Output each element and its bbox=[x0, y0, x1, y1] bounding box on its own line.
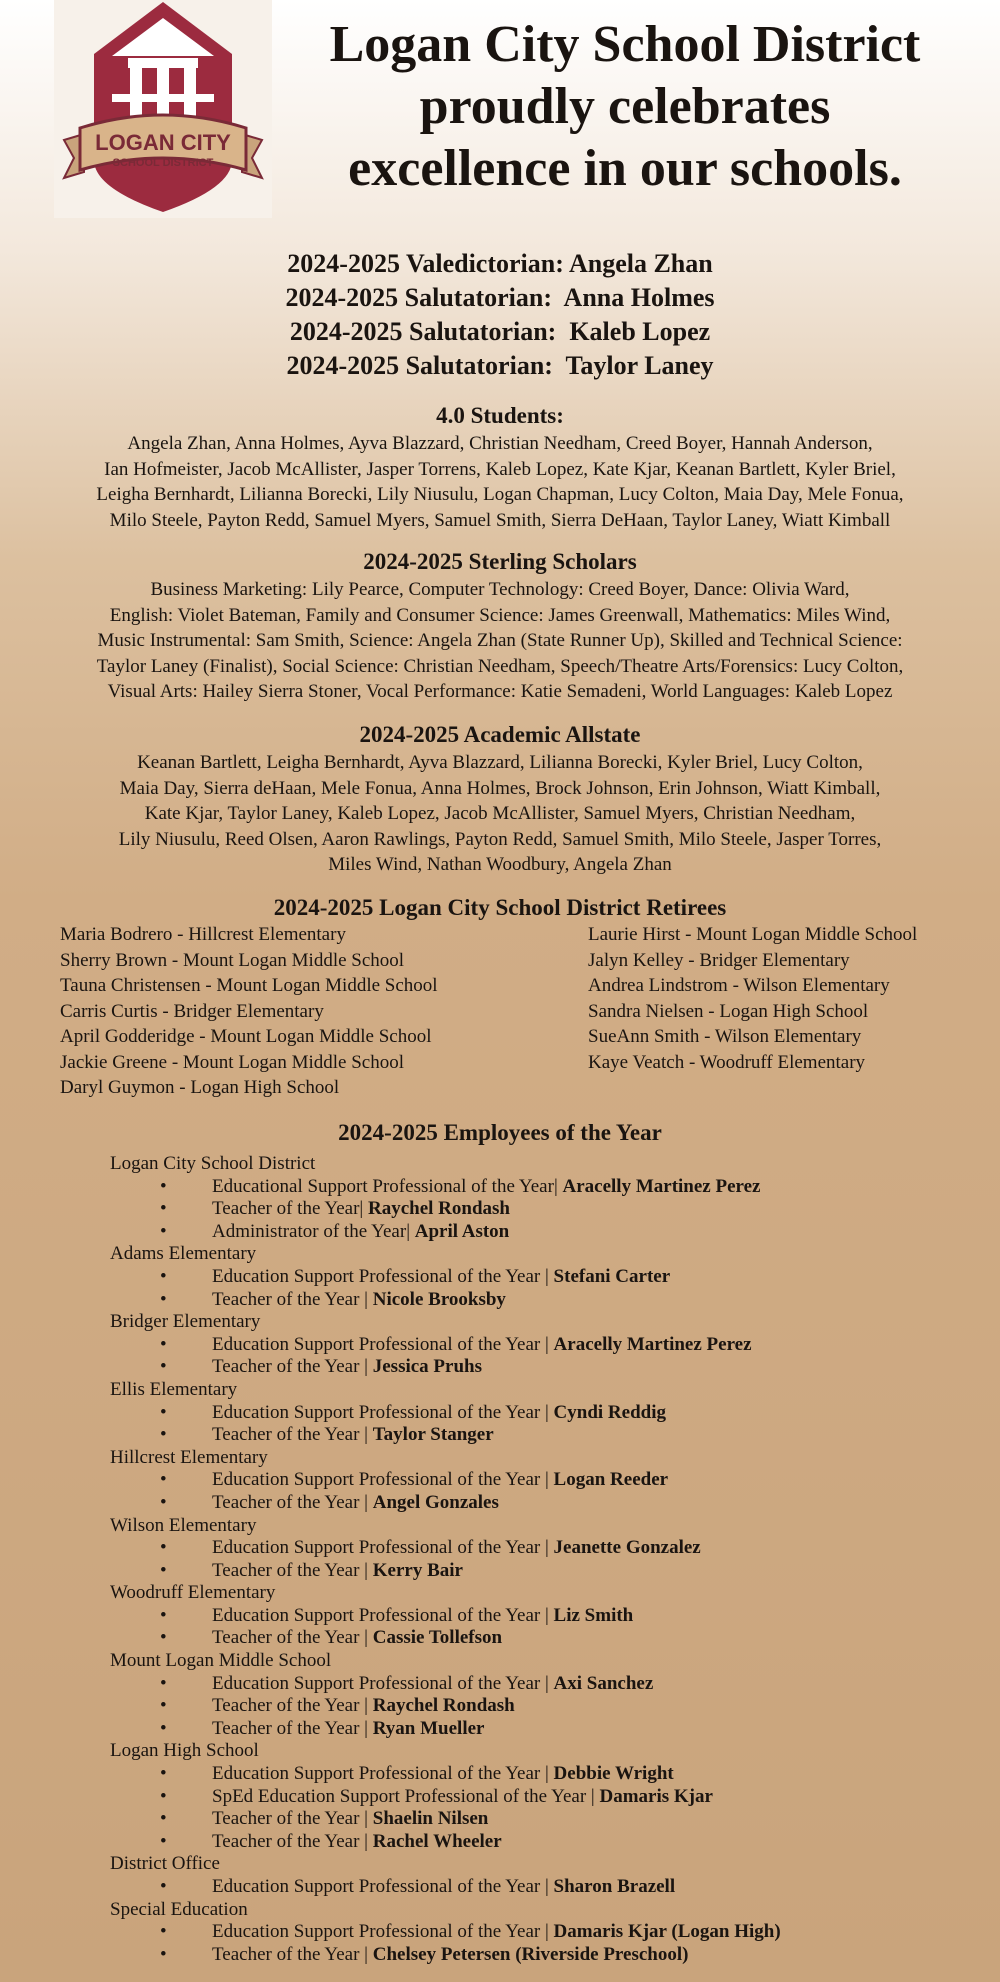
awardee-name: Ryan Mueller bbox=[372, 1717, 485, 1739]
text-line: Kate Kjar, Taylor Laney, Kaleb Lopez, Jacob McAllister, Samuel Myers, Christian Needham, bbox=[144, 803, 856, 824]
bullet-icon: • bbox=[160, 1559, 167, 1581]
retiree-item: Sandra Nielsen - Logan High School bbox=[588, 1000, 869, 1022]
logo-text-main: LOGAN CITY bbox=[95, 130, 231, 155]
headline-line-1: Logan City School District bbox=[329, 16, 921, 73]
employees-section bbox=[0, 1118, 1000, 1148]
award-title: Teacher of the Year | bbox=[212, 1424, 373, 1446]
employee-award-item bbox=[110, 1718, 970, 1741]
bullet-icon: • bbox=[160, 1537, 167, 1559]
text-line: Ian Hofmeister, Jacob McAllister, Jasper Torrens, Kaleb Lopez, Kate Kjar, Keanan Bartlett, Kyler Briel, bbox=[104, 458, 896, 480]
employee-award-item bbox=[110, 1289, 970, 1312]
text-line: Business Marketing: Lily Pearce, Computer Technology: Creed Boyer, Dance: Olivia Ward, bbox=[150, 579, 850, 600]
school-name: Logan High School bbox=[110, 1740, 259, 1762]
employees-list bbox=[110, 1153, 970, 1966]
awardee-name: Aracelly Martinez Perez bbox=[553, 1333, 752, 1355]
bullet-icon: • bbox=[160, 1220, 167, 1242]
salutatorian: 2024-2025 Salutatorian: Kaleb Lopez bbox=[289, 317, 711, 346]
award-title: Teacher of the Year | bbox=[212, 1717, 373, 1739]
bullet-icon: • bbox=[160, 1288, 167, 1310]
award-title: Teacher of the Year | bbox=[212, 1943, 373, 1965]
retirees-section bbox=[0, 893, 1000, 923]
bullet-icon: • bbox=[160, 1830, 167, 1852]
awardee-name: Angel Gonzales bbox=[372, 1491, 499, 1513]
employee-award-item bbox=[110, 1876, 970, 1899]
awardee-name: Aracelly Martinez Perez bbox=[562, 1175, 761, 1197]
award-title: Educational Support Professional of the Year| bbox=[212, 1175, 563, 1197]
award-title: Teacher of the Year| bbox=[212, 1198, 368, 1220]
awardee-name: Stefani Carter bbox=[553, 1265, 671, 1287]
retiree-item: Daryl Guymon - Logan High School bbox=[60, 1077, 340, 1098]
text-line: Angela Zhan, Anna Holmes, Ayva Blazzard, Christian Needham, Creed Boyer, Hannah Anderson, bbox=[127, 433, 873, 454]
retiree-item: Jalyn Kelley - Bridger Elementary bbox=[588, 949, 850, 971]
school-name: Mount Logan Middle School bbox=[110, 1650, 332, 1672]
retiree-item: Tauna Christensen - Mount Logan Middle School bbox=[60, 975, 438, 996]
bullet-icon: • bbox=[160, 1717, 167, 1739]
retiree-item: SueAnn Smith - Wilson Elementary bbox=[588, 1026, 862, 1047]
awardee-name: Shaelin Nilsen bbox=[372, 1808, 489, 1830]
salutatorian: 2024-2025 Salutatorian: Anna Holmes bbox=[285, 283, 715, 312]
employee-award-item bbox=[110, 1560, 970, 1583]
awardee-name: Axi Sanchez bbox=[553, 1672, 654, 1694]
award-title: Teacher of the Year | bbox=[212, 1695, 373, 1717]
employee-award-item bbox=[110, 1808, 970, 1831]
bullet-icon: • bbox=[160, 1876, 167, 1897]
award-title: Education Support Professional of the Year | bbox=[212, 1333, 554, 1355]
text-line: Leigha Bernhardt, Lilianna Borecki, Lily Niusulu, Logan Chapman, Lucy Colton, Maia Day, Mele Fonua, bbox=[96, 484, 904, 505]
awardee-name: Logan Reeder bbox=[553, 1469, 669, 1491]
bullet-icon: • bbox=[160, 1604, 167, 1626]
section-title: 2024-2025 Employees of the Year bbox=[338, 1120, 662, 1145]
employee-award-item bbox=[110, 1763, 970, 1786]
retirees-left-column bbox=[60, 922, 580, 1101]
award-title: Education Support Professional of the Year | bbox=[212, 1401, 554, 1423]
awardee-name: Taylor Stanger bbox=[372, 1424, 494, 1446]
award-title: Education Support Professional of the Year | bbox=[212, 1763, 554, 1785]
awardee-name: Kerry Bair bbox=[372, 1559, 463, 1581]
awardee-name: Debbie Wright bbox=[553, 1763, 674, 1785]
employee-award-item bbox=[110, 1424, 970, 1447]
employee-group bbox=[110, 1740, 970, 1853]
employee-award-item bbox=[110, 1198, 970, 1221]
employee-group bbox=[110, 1243, 970, 1311]
text-line: Lily Niusulu, Reed Olsen, Aaron Rawlings, Payton Redd, Samuel Smith, Milo Steele, Jasper Torres, bbox=[118, 828, 882, 850]
employee-group bbox=[110, 1582, 970, 1650]
retiree-item: Laurie Hirst - Mount Logan Middle School bbox=[588, 924, 918, 945]
sterling-section bbox=[0, 547, 1000, 705]
bullet-icon: • bbox=[160, 1785, 167, 1807]
employee-award-item bbox=[110, 1831, 970, 1854]
honors-list bbox=[0, 247, 1000, 383]
employee-award-item bbox=[110, 1469, 970, 1492]
awardee-name: Sharon Brazell bbox=[553, 1876, 676, 1897]
awardee-name: Rachel Wheeler bbox=[372, 1830, 502, 1852]
awardee-name: Damaris Kjar bbox=[599, 1785, 713, 1807]
award-title: Administrator of the Year| bbox=[212, 1220, 415, 1242]
school-name: Wilson Elementary bbox=[110, 1514, 257, 1536]
text-line: Maia Day, Sierra deHaan, Mele Fonua, Anna Holmes, Brock Johnson, Erin Johnson, Wiatt Kimball, bbox=[119, 777, 881, 799]
text-line: Music Instrumental: Sam Smith, Science: Angela Zhan (State Runner Up), Skilled and Technical Science: bbox=[97, 630, 903, 651]
text-line: Taylor Laney (Finalist), Social Science: Christian Needham, Speech/Theatre Arts/Forensics: Lucy Colton, bbox=[96, 655, 904, 677]
bullet-icon: • bbox=[160, 1265, 167, 1287]
employee-award-item bbox=[110, 1537, 970, 1560]
award-title: Education Support Professional of the Year | bbox=[212, 1469, 554, 1491]
award-title: Education Support Professional of the Year | bbox=[212, 1672, 554, 1694]
award-title: Education Support Professional of the Year | bbox=[212, 1537, 554, 1559]
school-name: Logan City School District bbox=[110, 1153, 316, 1174]
awardee-name: Chelsey Petersen (Riverside Preschool) bbox=[372, 1943, 689, 1965]
valedictorian: 2024-2025 Valedictorian: Angela Zhan bbox=[287, 249, 713, 278]
employee-award-item bbox=[110, 1334, 970, 1357]
award-title: Teacher of the Year | bbox=[212, 1830, 373, 1852]
employee-award-item bbox=[110, 1605, 970, 1628]
school-name: Hillcrest Elementary bbox=[110, 1446, 268, 1468]
bullet-icon: • bbox=[160, 1198, 167, 1220]
employee-award-item bbox=[110, 1356, 970, 1379]
school-name: Woodruff Elementary bbox=[110, 1582, 276, 1604]
award-title: Education Support Professional of the Year | bbox=[212, 1604, 554, 1626]
bullet-icon: • bbox=[160, 1401, 167, 1423]
section-title: 2024-2025 Logan City School District Retirees bbox=[273, 895, 727, 920]
award-title: Teacher of the Year | bbox=[212, 1559, 373, 1581]
headline bbox=[290, 14, 960, 200]
bullet-icon: • bbox=[160, 1491, 167, 1513]
award-title: Education Support Professional of the Year | bbox=[212, 1876, 554, 1897]
employee-award-item bbox=[110, 1944, 970, 1967]
employee-group bbox=[110, 1379, 970, 1447]
bullet-icon: • bbox=[160, 1943, 167, 1965]
salutatorian: 2024-2025 Salutatorian: Taylor Laney bbox=[286, 351, 714, 380]
bullet-icon: • bbox=[160, 1356, 167, 1378]
employee-award-item bbox=[110, 1627, 970, 1650]
bullet-icon: • bbox=[160, 1424, 167, 1446]
retiree-item: Kaye Veatch - Woodruff Elementary bbox=[588, 1051, 866, 1073]
awardee-name: Nicole Brooksby bbox=[372, 1288, 506, 1310]
text-line: Keanan Bartlett, Leigha Bernhardt, Ayva Blazzard, Lilianna Borecki, Kyler Briel, Lucy Colton, bbox=[137, 752, 863, 773]
award-title: Teacher of the Year | bbox=[212, 1491, 373, 1513]
retiree-item: Sherry Brown - Mount Logan Middle School bbox=[60, 949, 405, 971]
bullet-icon: • bbox=[160, 1695, 167, 1717]
employee-award-item bbox=[110, 1673, 970, 1696]
employee-group bbox=[110, 1650, 970, 1740]
employee-group bbox=[110, 1899, 970, 1967]
employee-award-item bbox=[110, 1402, 970, 1425]
award-title: Teacher of the Year | bbox=[212, 1808, 373, 1830]
text-line: Visual Arts: Hailey Sierra Stoner, Vocal Performance: Katie Semadeni, World Languages: Kaleb Lopez bbox=[107, 681, 893, 702]
award-title: Teacher of the Year | bbox=[212, 1627, 373, 1649]
employee-group bbox=[110, 1853, 970, 1898]
four-point-section bbox=[0, 401, 1000, 533]
award-title: Teacher of the Year | bbox=[212, 1356, 373, 1378]
school-name: Adams Elementary bbox=[110, 1243, 257, 1265]
employee-award-item bbox=[110, 1221, 970, 1244]
school-name: Bridger Elementary bbox=[110, 1311, 261, 1333]
employee-award-item bbox=[110, 1921, 970, 1944]
bullet-icon: • bbox=[160, 1921, 167, 1943]
award-title: Teacher of the Year | bbox=[212, 1288, 373, 1310]
employee-group bbox=[110, 1311, 970, 1379]
awardee-name: April Aston bbox=[414, 1220, 510, 1242]
bullet-icon: • bbox=[160, 1175, 167, 1197]
headline-line-2: proudly celebrates bbox=[419, 78, 831, 135]
school-name: District Office bbox=[110, 1853, 220, 1875]
retiree-item: Jackie Greene - Mount Logan Middle School bbox=[60, 1051, 405, 1073]
employee-group bbox=[110, 1515, 970, 1583]
bullet-icon: • bbox=[160, 1469, 167, 1491]
award-title: SpEd Education Support Professional of the Year | bbox=[212, 1785, 600, 1807]
headline-line-3: excellence in our schools. bbox=[348, 140, 902, 197]
awardee-name: Damaris Kjar (Logan High) bbox=[553, 1921, 781, 1943]
awardee-name: Raychel Rondash bbox=[368, 1198, 510, 1220]
awardee-name: Liz Smith bbox=[553, 1604, 634, 1626]
district-logo bbox=[54, 0, 272, 218]
section-title: 4.0 Students: bbox=[436, 403, 564, 428]
retiree-item: Carris Curtis - Bridger Elementary bbox=[60, 1000, 324, 1022]
bullet-icon: • bbox=[160, 1808, 167, 1830]
awardee-name: Raychel Rondash bbox=[372, 1695, 515, 1717]
bullet-icon: • bbox=[160, 1627, 167, 1649]
text-line: Miles Wind, Nathan Woodbury, Angela Zhan bbox=[328, 854, 672, 875]
text-line: English: Violet Bateman, Family and Consumer Science: James Greenwall, Mathematics: Miles Wind, bbox=[109, 604, 891, 626]
retirees-right-column bbox=[588, 922, 988, 1075]
award-title: Education Support Professional of the Year | bbox=[212, 1921, 554, 1943]
allstate-section bbox=[0, 720, 1000, 878]
employee-award-item bbox=[110, 1266, 970, 1289]
bullet-icon: • bbox=[160, 1763, 167, 1785]
school-name: Special Education bbox=[110, 1898, 248, 1920]
employee-award-item bbox=[110, 1695, 970, 1718]
awardee-name: Jeanette Gonzalez bbox=[553, 1537, 701, 1559]
retiree-item: April Godderidge - Mount Logan Middle School bbox=[60, 1026, 432, 1047]
employee-group bbox=[110, 1447, 970, 1515]
retiree-item: Andrea Lindstrom - Wilson Elementary bbox=[588, 975, 890, 996]
employee-award-item bbox=[110, 1176, 970, 1199]
awardee-name: Jessica Pruhs bbox=[372, 1356, 482, 1378]
text-line: Milo Steele, Payton Redd, Samuel Myers, Samuel Smith, Sierra DeHaan, Taylor Laney, Wiatt Kimball bbox=[109, 509, 891, 531]
section-title: 2024-2025 Academic Allstate bbox=[359, 722, 641, 747]
bullet-icon: • bbox=[160, 1672, 167, 1694]
bullet-icon: • bbox=[160, 1333, 167, 1355]
award-title: Education Support Professional of the Year | bbox=[212, 1265, 554, 1287]
logo-text-sub: SCHOOL DISTRICT bbox=[112, 157, 214, 169]
awardee-name: Cyndi Reddig bbox=[553, 1401, 666, 1423]
section-title: 2024-2025 Sterling Scholars bbox=[363, 549, 637, 574]
retiree-item: Maria Bodrero - Hillcrest Elementary bbox=[60, 924, 346, 945]
awardee-name: Cassie Tollefson bbox=[372, 1627, 503, 1649]
school-name: Ellis Elementary bbox=[110, 1378, 238, 1400]
employee-group bbox=[110, 1153, 970, 1243]
employee-award-item bbox=[110, 1786, 970, 1809]
employee-award-item bbox=[110, 1492, 970, 1515]
